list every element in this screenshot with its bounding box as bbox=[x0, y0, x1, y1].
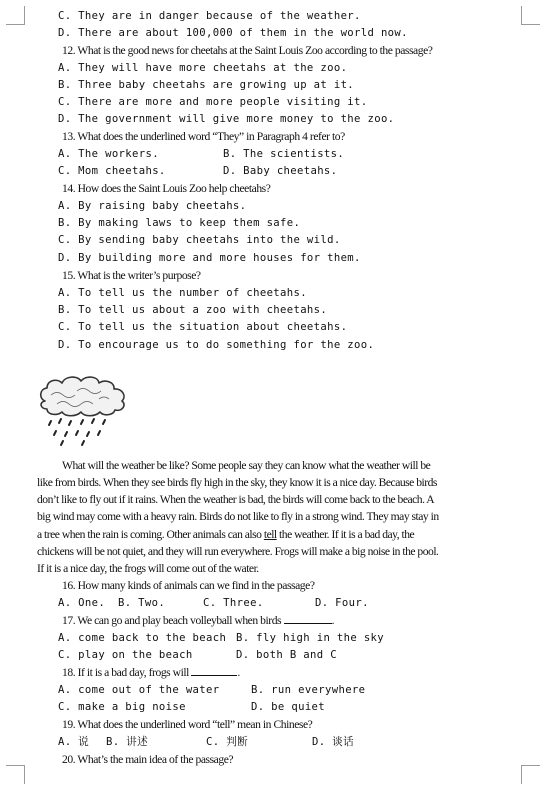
q16-option-b[interactable]: B. Two. bbox=[118, 597, 166, 609]
q14-option-b[interactable]: B. By making laws to keep them safe. bbox=[58, 217, 301, 229]
q18-question-text: 18. If it is a bad day, frogs will bbox=[62, 666, 189, 679]
q12-question: 12. What is the good news for cheetahs at the Saint Louis Zoo according to the passage? bbox=[62, 44, 433, 57]
q14-question: 14. How does the Saint Louis Zoo help cheetahs? bbox=[62, 182, 271, 195]
passage-line-5 bbox=[37, 526, 414, 543]
q19-option-b[interactable]: B. 讲述 bbox=[106, 736, 149, 748]
page-corner-mark bbox=[521, 765, 540, 784]
q13-question: 13. What does the underlined word “They” in Paragraph 4 refer to? bbox=[62, 130, 345, 143]
q17-question-text: 17. We can go and play beach volleyball when birds bbox=[62, 614, 282, 627]
q12-option-d[interactable]: D. The government will give more money to the zoo. bbox=[58, 113, 395, 125]
q15-option-b[interactable]: B. To tell us about a zoo with cheetahs. bbox=[58, 304, 328, 316]
q12-option-b[interactable]: B. Three baby cheetahs are growing up at it. bbox=[58, 79, 355, 91]
page-corner-mark bbox=[521, 6, 540, 25]
q14-option-c[interactable]: C. By sending baby cheetahs into the wild. bbox=[58, 234, 341, 246]
q11-option-d[interactable]: D. There are about 100,000 of them in the world now. bbox=[58, 27, 408, 39]
q13-option-a[interactable]: A. The workers. bbox=[58, 148, 159, 160]
passage-line-7: If it is a nice day, the frogs will come out of the water. bbox=[37, 562, 259, 575]
answer-blank[interactable] bbox=[191, 664, 237, 676]
page-corner-mark bbox=[6, 765, 25, 784]
q17-option-a[interactable]: A. come back to the beach bbox=[58, 632, 227, 644]
passage-text: the weather. If it is a bad day, the bbox=[276, 528, 415, 541]
q18-question-end: . bbox=[237, 666, 240, 679]
passage-line-6: chickens will be not quiet, and they will run everywhere. Frogs will make a big noise in the pool. bbox=[37, 545, 439, 558]
q11-option-c[interactable]: C. They are in danger because of the weather. bbox=[58, 10, 361, 22]
q13-option-d[interactable]: D. Baby cheetahs. bbox=[223, 165, 338, 177]
q12-option-c[interactable]: C. There are more and more people visiting it. bbox=[58, 96, 368, 108]
q15-option-c[interactable]: C. To tell us the situation about cheetahs. bbox=[58, 321, 348, 333]
q17-option-d[interactable]: D. both B and C bbox=[236, 649, 337, 661]
passage-line-2: like from birds. When they see birds fly high in the sky, they know it is a nice day. Because birds bbox=[37, 476, 437, 489]
q16-option-d[interactable]: D. Four. bbox=[315, 597, 369, 609]
underlined-word-tell: tell bbox=[263, 528, 277, 541]
q19-option-d[interactable]: D. 谈话 bbox=[312, 736, 355, 748]
q18-question bbox=[62, 664, 240, 681]
passage-line-4: big wind may come with a heavy rain. Birds do not like to fly in a strong wind. They may stay in bbox=[37, 510, 439, 523]
q18-option-b[interactable]: B. run everywhere bbox=[251, 684, 366, 696]
passage-line-1: What will the weather be like? Some people say they can know what the weather will be bbox=[62, 459, 431, 472]
q15-question: 15. What is the writer’s purpose? bbox=[62, 269, 201, 282]
q19-question: 19. What does the underlined word “tell” mean in Chinese? bbox=[62, 718, 313, 731]
q16-option-a[interactable]: A. One. bbox=[58, 597, 106, 609]
q19-option-a[interactable]: A. 说 bbox=[58, 736, 90, 748]
q19-option-c[interactable]: C. 判断 bbox=[206, 736, 249, 748]
q16-question: 16. How many kinds of animals can we find in the passage? bbox=[62, 579, 315, 592]
q17-option-b[interactable]: B. fly high in the sky bbox=[236, 632, 385, 644]
q20-question: 20. What’s the main idea of the passage? bbox=[62, 753, 234, 766]
q13-option-b[interactable]: B. The scientists. bbox=[223, 148, 345, 160]
q17-option-c[interactable]: C. play on the beach bbox=[58, 649, 193, 661]
q17-question-end: . bbox=[331, 614, 335, 627]
q17-question bbox=[62, 612, 334, 629]
q15-option-d[interactable]: D. To encourage us to do something for the zoo. bbox=[58, 339, 375, 351]
q18-option-d[interactable]: D. be quiet bbox=[251, 701, 326, 713]
q14-option-a[interactable]: A. By raising baby cheetahs. bbox=[58, 200, 247, 212]
q18-option-a[interactable]: A. come out of the water bbox=[58, 684, 220, 696]
q16-option-c[interactable]: C. Three. bbox=[203, 597, 264, 609]
passage-line-3: don’t like to fly out if it rains. When the weather is bad, the birds will come back to the beach. A bbox=[37, 493, 435, 506]
answer-blank[interactable] bbox=[284, 612, 332, 624]
q12-option-a[interactable]: A. They will have more cheetahs at the zoo. bbox=[58, 62, 348, 74]
q14-option-d[interactable]: D. By building more and more houses for them. bbox=[58, 252, 361, 264]
passage-text: a tree when the rain is coming. Other animals can also bbox=[37, 528, 264, 541]
q18-option-c[interactable]: C. make a big noise bbox=[58, 701, 186, 713]
page-corner-mark bbox=[6, 6, 25, 25]
q13-option-c[interactable]: C. Mom cheetahs. bbox=[58, 165, 166, 177]
rain-cloud-icon bbox=[37, 375, 129, 447]
q15-option-a[interactable]: A. To tell us the number of cheetahs. bbox=[58, 287, 307, 299]
